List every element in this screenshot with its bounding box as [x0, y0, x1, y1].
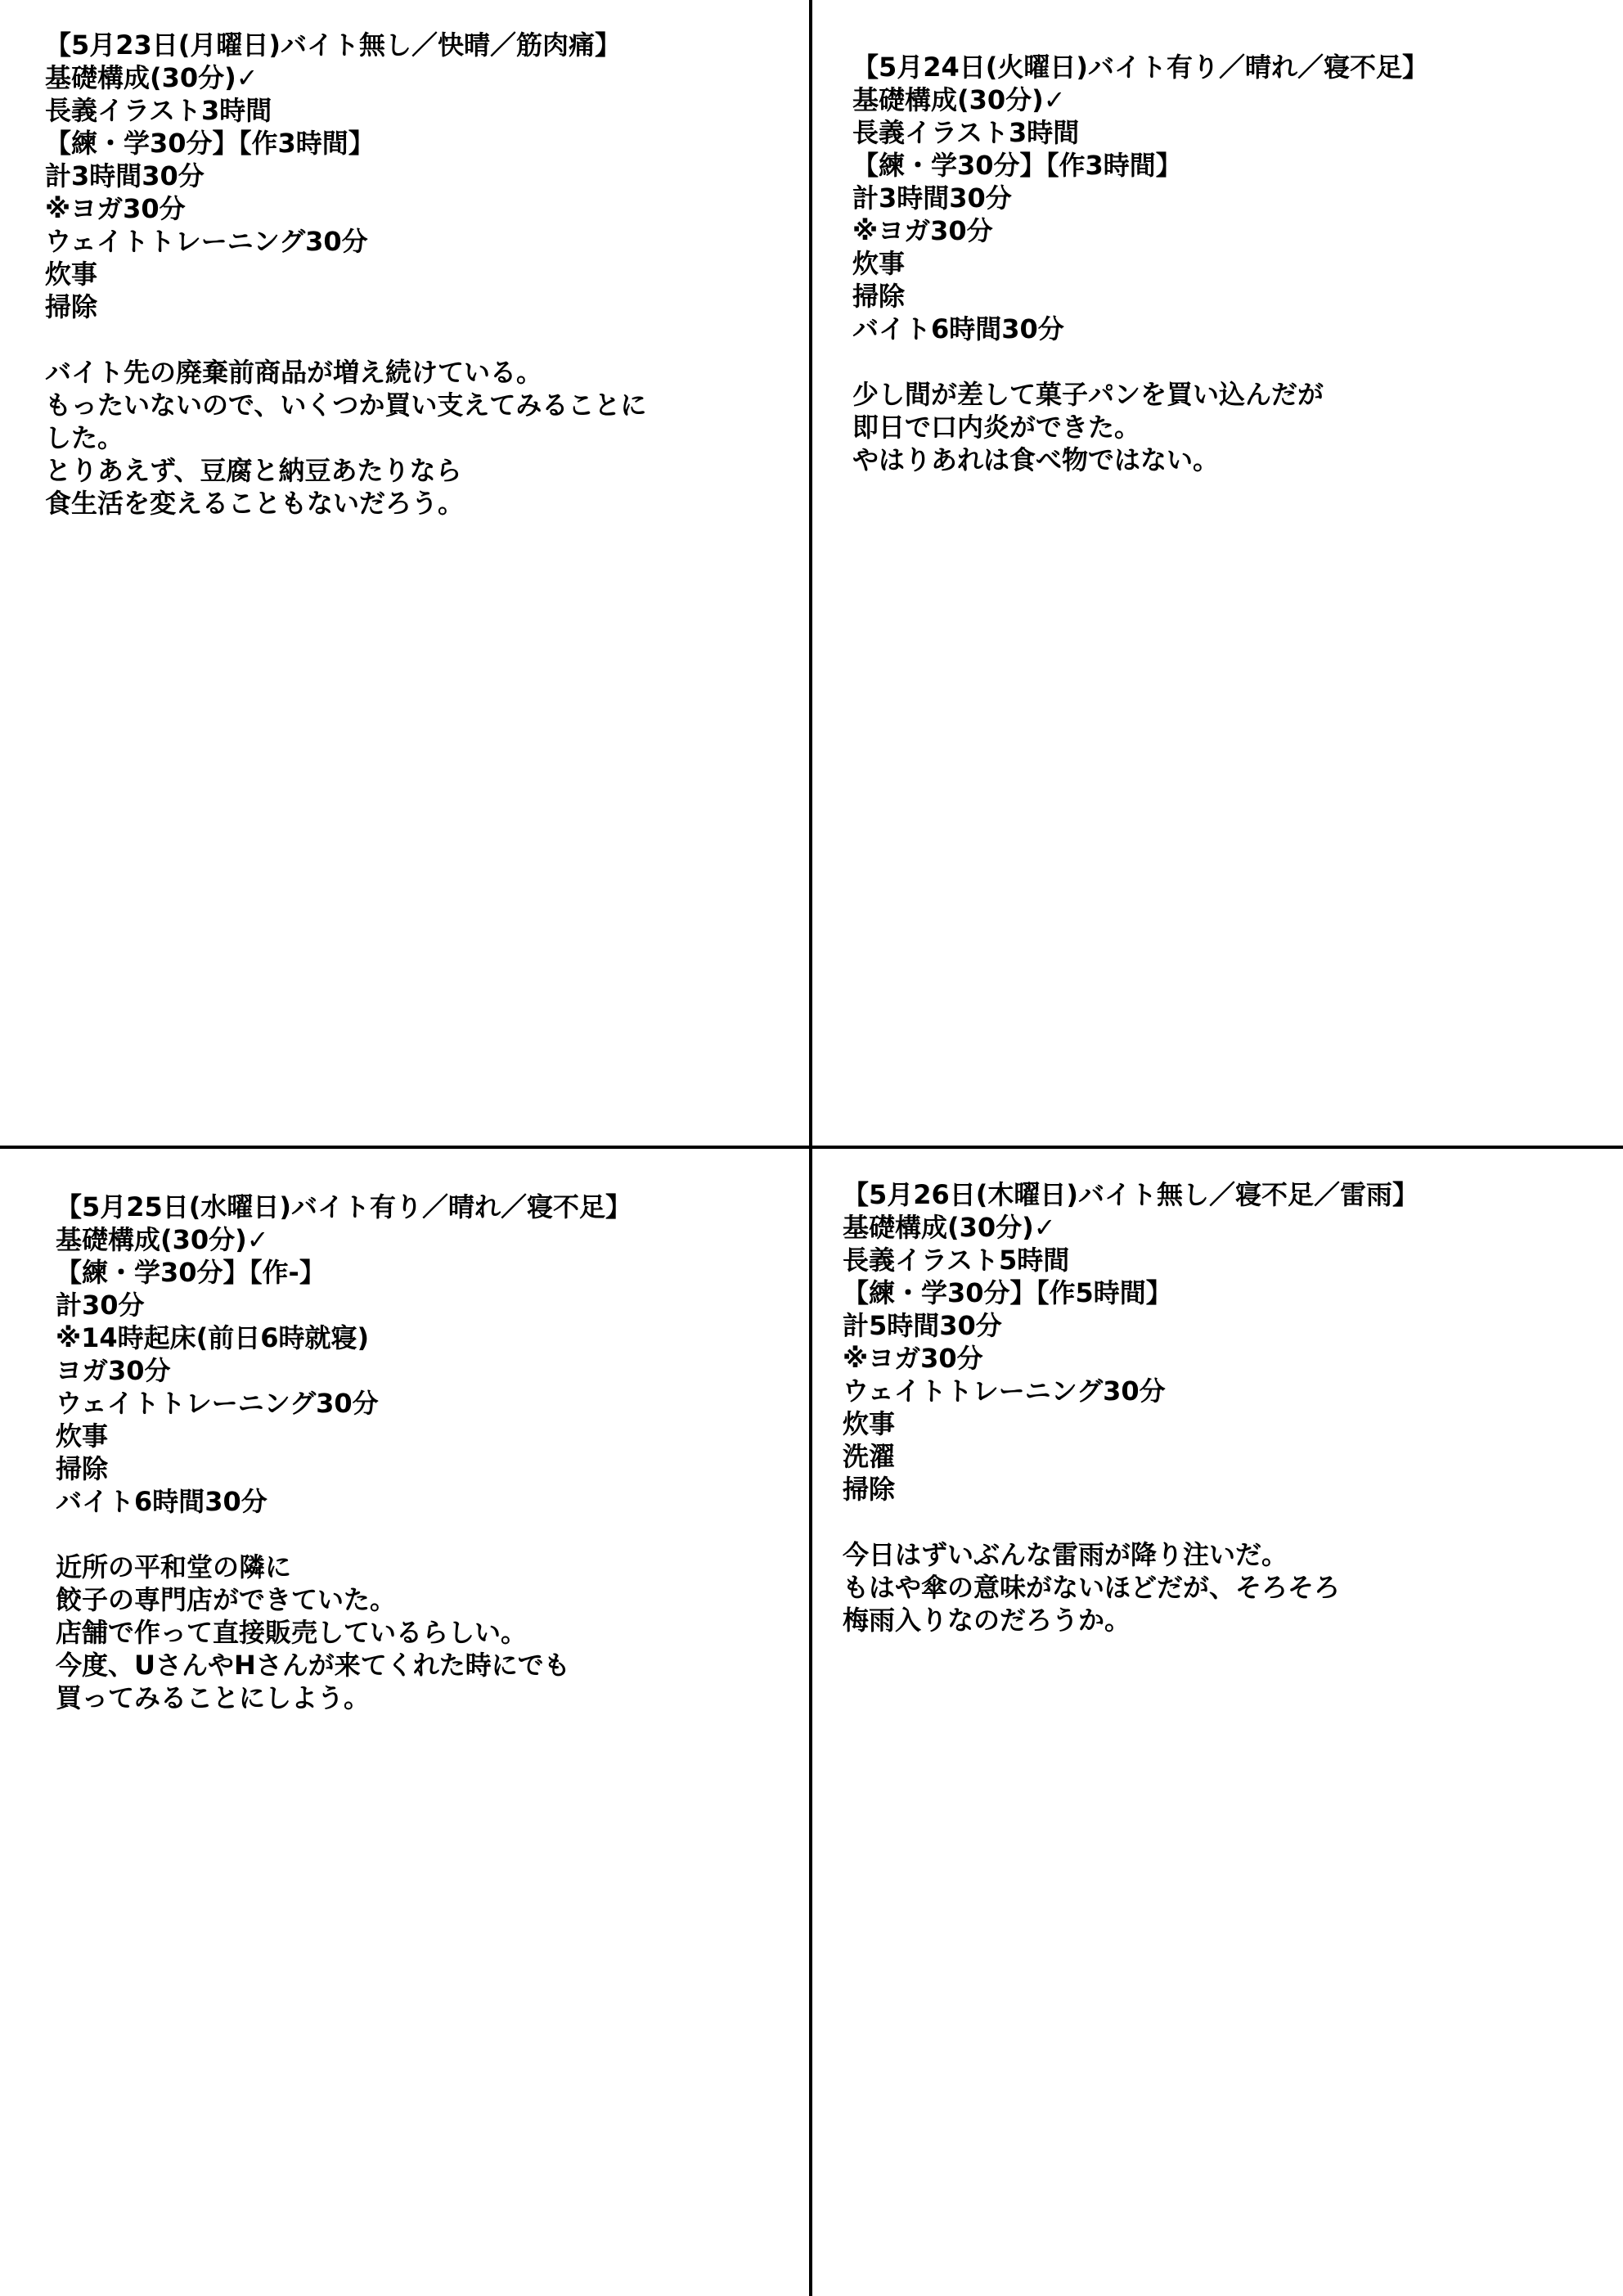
panel-header: 【5月23日(月曜日)バイト無し／快晴／筋肉痛】: [45, 29, 622, 61]
log-line: 炊事: [852, 248, 906, 279]
note-line: 餃子の専門店ができていた。: [56, 1584, 397, 1615]
note-line: した。: [45, 422, 124, 453]
log-line: 計30分: [56, 1290, 145, 1321]
log-line: 基礎構成(30分)✓: [56, 1224, 269, 1255]
panel-header: 【5月25日(水曜日)バイト有り／晴れ／寝不足】: [56, 1191, 632, 1222]
spacer: [56, 1518, 632, 1551]
log-line: バイト6時間30分: [56, 1486, 268, 1517]
note-line: 店舗で作って直接販売しているらしい。: [56, 1617, 528, 1648]
spacer: [45, 323, 646, 356]
note-line: バイト先の廃棄前商品が増え続けている。: [45, 357, 543, 388]
diary-panel-may-24: [852, 51, 1428, 476]
note-line: 食生活を変えることもないだろう。: [45, 488, 465, 519]
log-line: 掃除: [852, 281, 906, 312]
note-line: やはりあれは食べ物ではない。: [852, 444, 1220, 475]
log-line: 基礎構成(30分)✓: [843, 1212, 1056, 1243]
log-line: 【練・学30分】【作5時間】: [843, 1277, 1172, 1308]
log-line: 炊事: [56, 1420, 109, 1452]
log-line: 基礎構成(30分)✓: [45, 62, 259, 93]
note-line: 買ってみることにしよう。: [56, 1682, 371, 1713]
spacer: [852, 345, 1428, 378]
log-line: ※14時起床(前日6時就寝): [56, 1322, 370, 1353]
log-line: 【練・学30分】【作-】: [56, 1257, 326, 1288]
diary-panel-may-26: [843, 1178, 1418, 1636]
log-line: ※ヨガ30分: [45, 193, 186, 224]
log-line: 【練・学30分】【作3時間】: [45, 128, 375, 159]
note-line: 今度、UさんやHさんが来てくれた時にでも: [56, 1650, 570, 1681]
log-line: 洗濯: [843, 1441, 896, 1472]
log-line: 長義イラスト3時間: [852, 117, 1080, 148]
log-line: バイト6時間30分: [852, 313, 1064, 344]
note-line: もったいないので、いくつか買い支えてみることに: [45, 389, 647, 421]
log-line: ヨガ30分: [56, 1355, 171, 1386]
diary-panel-may-25: [56, 1191, 632, 1714]
log-line: 炊事: [45, 259, 98, 290]
note-line: 即日で口内炎ができた。: [852, 412, 1141, 443]
log-line: 計3時間30分: [852, 182, 1012, 214]
log-line: 長義イラスト3時間: [45, 95, 272, 126]
panel-header: 【5月26日(木曜日)バイト無し／寝不足／雷雨】: [843, 1179, 1419, 1210]
log-line: ※ヨガ30分: [843, 1343, 983, 1374]
note-line: とりあえず、豆腐と納豆あたりなら: [45, 455, 462, 486]
log-line: 炊事: [843, 1408, 896, 1439]
note-line: 梅雨入りなのだろうか。: [843, 1605, 1131, 1636]
log-line: ウェイトトレーニング30分: [843, 1375, 1166, 1407]
spacer: [843, 1506, 1418, 1538]
log-line: 掃除: [45, 291, 98, 322]
note-line: 近所の平和堂の隣に: [56, 1551, 292, 1582]
log-line: 掃除: [56, 1453, 109, 1484]
log-line: 【練・学30分】【作3時間】: [852, 150, 1182, 181]
diary-panel-may-23: [45, 29, 646, 520]
log-line: 長義イラスト5時間: [843, 1245, 1070, 1276]
log-line: ウェイトトレーニング30分: [56, 1388, 379, 1419]
log-line: 基礎構成(30分)✓: [852, 84, 1066, 115]
log-line: ウェイトトレーニング30分: [45, 226, 368, 257]
panel-header: 【5月24日(火曜日)バイト有り／晴れ／寝不足】: [852, 52, 1429, 83]
note-line: もはや傘の意味がないほどだが、そろそろ: [843, 1572, 1341, 1603]
log-line: 計3時間30分: [45, 160, 205, 191]
horizontal-divider: [0, 1146, 1623, 1149]
log-line: ※ヨガ30分: [852, 215, 993, 246]
note-line: 今日はずいぶんな雷雨が降り注いだ。: [843, 1539, 1288, 1570]
log-line: 掃除: [843, 1474, 896, 1505]
note-line: 少し間が差して菓子パンを買い込んだが: [852, 379, 1324, 410]
log-line: 計5時間30分: [843, 1310, 1002, 1341]
